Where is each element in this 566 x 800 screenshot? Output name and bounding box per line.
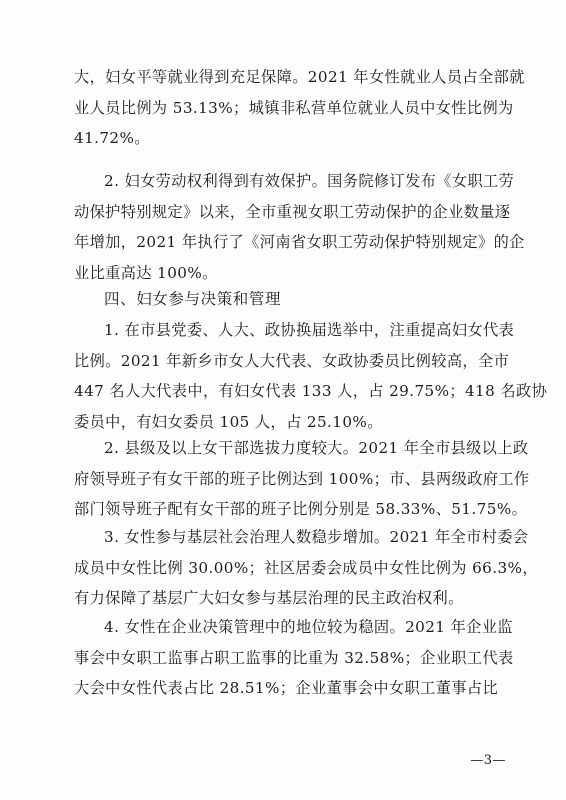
text-line: 业人员比例为 53.13%；城镇非私营单位就业人员中女性比例为	[74, 98, 514, 117]
paragraph-grassroots	[74, 522, 538, 614]
paragraph-labor-rights	[74, 166, 525, 288]
text-line: 3. 女性参与基层社会治理人数稳步增加。2021 年全市村委会	[104, 528, 529, 546]
text-line: 2. 县级及以上女干部选拔力度较大。2021 年全市县级以上政	[104, 439, 529, 457]
text-line: 2. 妇女劳动权利得到有效保护。国务院修订发布《女职工劳	[104, 172, 515, 190]
paragraph-employment-continued	[74, 62, 525, 154]
text-line: 41.72%。	[74, 129, 150, 147]
text-line: 业比重高达 100%。	[74, 263, 218, 282]
text-line: 比例。2021 年新乡市女人大代表、女政协委员比例较高，全市	[74, 351, 510, 370]
text-line: 大，妇女平等就业得到充足保障。2021 年女性就业人员占全部就	[74, 68, 525, 86]
page-number: —3—	[470, 753, 506, 768]
text-line: 事会中女职工监事占职工监事的比重为 32.58%；企业职工代表	[74, 648, 514, 667]
text-line: 委员中，有妇女委员 105 人，占 25.10%。	[74, 412, 383, 431]
text-line: 1. 在市县党委、人大、政协换届选举中，注重提高妇女代表	[104, 321, 515, 339]
text-line: 成员中女性比例 30.00%；社区居委会成员中女性比例为 66.3%，	[74, 558, 538, 577]
paragraph-representation	[74, 315, 548, 437]
section-heading: 四、妇女参与决策和管理	[104, 290, 282, 308]
text-line: 4. 女性在企业决策管理中的地位较为稳固。2021 年企业监	[104, 618, 513, 636]
paragraph-enterprise	[74, 612, 514, 704]
text-line: 动保护特别规定》以来，全市重视女职工劳动保护的企业数量逐	[74, 202, 511, 221]
text-line: 部门领导班子配有女干部的班子比例分别是 58.33%、51.75%。	[74, 500, 528, 518]
paragraph-cadre-selection	[74, 433, 530, 525]
text-line: 有力保障了基层广大妇女参与基层治理的民主政治权利。	[74, 589, 464, 607]
text-line: 447 名人大代表中，有妇女代表 133 人，占 29.75%；418 名政协	[74, 382, 548, 400]
text-line: 府领导班子有女干部的班子比例达到 100%；市、县两级政府工作	[74, 469, 530, 488]
text-line: 大会中女性代表占比 28.51%；企业董事会中女职工董事占比	[74, 679, 499, 697]
text-line: 年增加，2021 年执行了《河南省女职工劳动保护特别规定》的企	[74, 233, 525, 251]
